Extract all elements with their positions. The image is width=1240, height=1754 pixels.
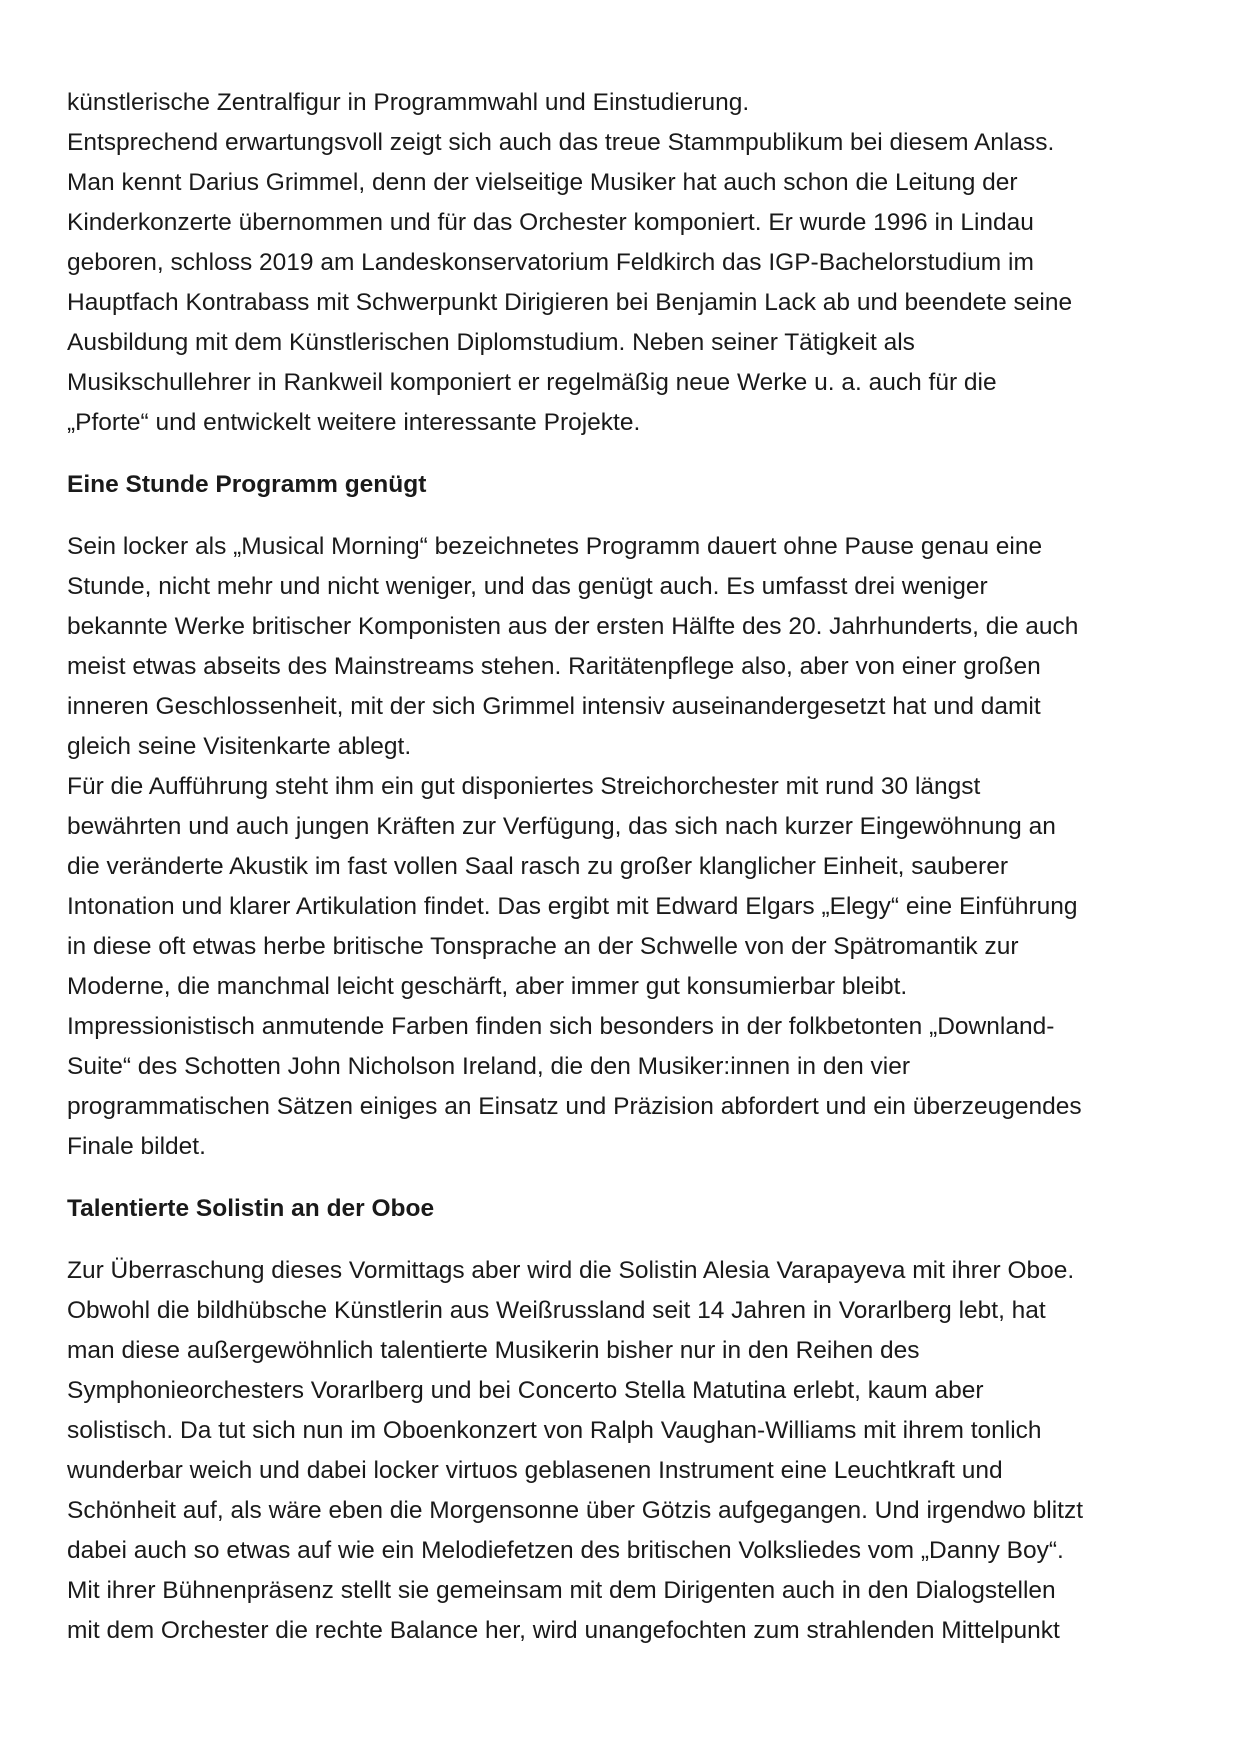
paragraph-intro: künstlerische Zentralfigur in Programmwahl und Einstudierung. Entsprechend erwartungsvoll zeigt sich auch das treue Stammpublikum bei diesem Anlass. Man kennt Darius Grimmel, denn der vielseitige Musiker hat auch schon die Leitung der Kinderkonzerte übernommen und für das Orchester komponiert. Er wurde 1996 in Lindau geboren, schloss 2019 am Landeskonservatorium Feldkirch das IGP-Bachelorstudium im Hauptfach Kontrabass mit Schwerpunkt Dirigieren bei Benjamin Lack ab und beendete seine Ausbildung mit dem Künstlerischen Diplomstudium. Neben seiner Tätigkeit als Musikschullehrer in Rankweil komponiert er regelmäßig neue Werke u. a. auch für die „Pforte“ und entwickelt weitere interessante Projekte.	[67, 89, 1073, 436]
paragraph-programm: Sein locker als „Musical Morning“ bezeichnetes Programm dauert ohne Pause genau eine Stunde, nicht mehr und nicht weniger, und das genügt auch. Es umfasst drei weniger bekannte Werke britischer Komponisten aus der ersten Hälfte des 20. Jahrhunderts, die auch meist etwas abseits des Mainstreams stehen. Raritätenpflege also, aber von einer großen inneren Geschlossenheit, mit der sich Grimmel intensiv auseinandergesetzt hat und damit gleich seine Visitenkarte ablegt. Für die Aufführung steht ihm ein gut disponiertes Streichorchester mit rund 30 längst bewährten und auch jungen Kräften zur Verfügung, das sich nach kurzer Eingewöhnung an die veränderte Akustik im fast vollen Saal rasch zu großer klanglicher Einheit, sauberer Intonation und klarer Artikulation findet. Das ergibt mit Edward Elgars „Elegy“ eine Einführung in diese oft etwas herbe britische Tonsprache an der Schwelle von der Spätromantik zur Moderne, die manchmal leicht geschärft, aber immer gut konsumierbar bleibt. Impressionistisch anmutende Farben finden sich besonders in der folkbetonten „Downland- Suite“ des Schotten John Nicholson Ireland, die den Musiker:innen in den vier programmatischen Sätzen einiges an Einsatz und Präzision abfordert und ein überzeugendes Finale bildet.	[67, 533, 1082, 1160]
section-heading-programm: Eine Stunde Programm genügt	[67, 471, 427, 498]
section-heading-solistin: Talentierte Solistin an der Oboe	[67, 1195, 435, 1222]
paragraph-solistin: Zur Überraschung dieses Vormittags aber wird die Solistin Alesia Varapayeva mit ihrer Oboe. Obwohl die bildhübsche Künstlerin aus Weißrussland seit 14 Jahren in Vorarlberg lebt, hat man diese außergewöhnlich talentierte Musikerin bisher nur in den Reihen des Symphonieorchesters Vorarlberg und bei Concerto Stella Matutina erlebt, kaum aber solistisch. Da tut sich nun im Oboenkonzert von Ralph Vaughan-Williams mit ihrem tonlich wunderbar weich und dabei locker virtuos geblasenen Instrument eine Leuchtkraft und Schönheit auf, als wäre eben die Morgensonne über Götzis aufgegangen. Und irgendwo blitzt dabei auch so etwas auf wie ein Melodiefetzen des britischen Volksliedes vom „Danny Boy“. Mit ihrer Bühnenpräsenz stellt sie gemeinsam mit dem Dirigenten auch in den Dialogstellen mit dem Orchester die rechte Balance her, wird unangefochten zum strahlenden Mittelpunkt	[67, 1257, 1084, 1644]
